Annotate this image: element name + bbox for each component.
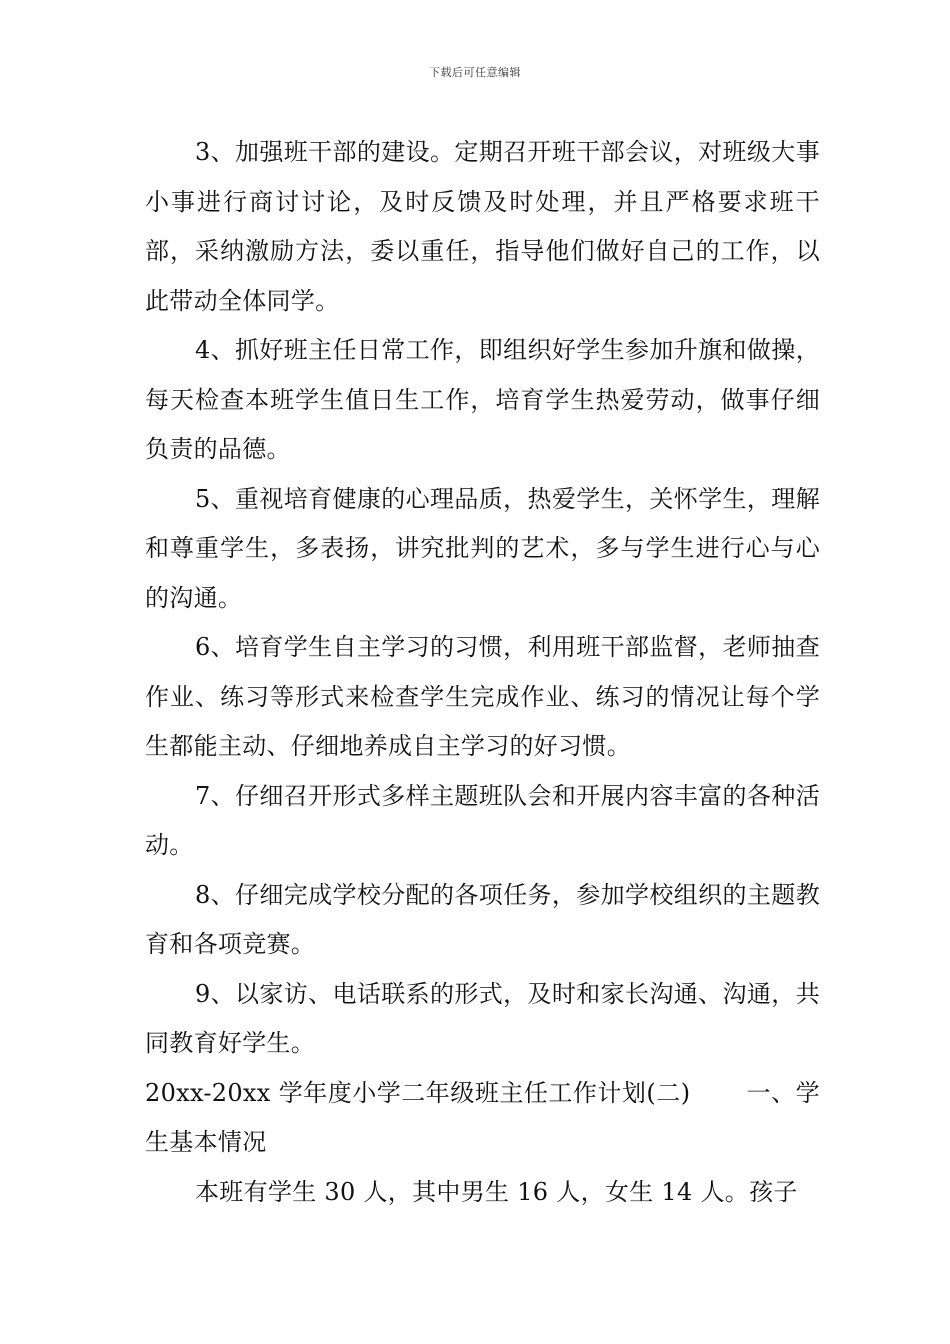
- paragraph-item-7: 7、仔细召开形式多样主题班队会和开展内容丰富的各种活动。: [145, 781, 820, 859]
- paragraph-student-info: 本班有学生 30 人，其中男生 16 人，女生 14 人。孩子: [195, 1177, 798, 1206]
- paragraph-item-6: 6、培育学生自主学习的习惯，利用班干部监督，老师抽查作业、练习等形式来检查学生完成作业、练习的情况让每个学生都能主动、仔细地养成自主学习的好习惯。: [145, 633, 820, 760]
- document-body: [145, 128, 820, 1217]
- paragraph-item-9: 9、以家访、电话联系的形式，及时和家长沟通、沟通，共同教育好学生。: [145, 979, 820, 1057]
- paragraph-item-8: 8、仔细完成学校分配的各项任务，参加学校组织的主题教育和各项竞赛。: [145, 880, 820, 958]
- section-title: 20xx-20xx 学年度小学二年级班主任工作计划(二): [145, 1078, 691, 1107]
- page-header: 下载后可任意编辑: [429, 66, 521, 79]
- paragraph-item-3: 3、加强班干部的建设。定期召开班干部会议，对班级大事小事进行商讨讨论，及时反馈及时处理，并且严格要求班干部，采纳激励方法，委以重任，指导他们做好自己的工作，以此带动全体同学。: [145, 138, 820, 315]
- section-subheading: 一、学生基本情况: [145, 1078, 820, 1156]
- section-heading: [145, 1069, 820, 1168]
- paragraph-item-4: 4、抓好班主任日常工作，即组织好学生参加升旗和做操，每天检查本班学生值日生工作，培育学生热爱劳动，做事仔细负责的品德。: [145, 336, 820, 463]
- paragraph-item-5: 5、重视培育健康的心理品质，热爱学生，关怀学生，理解和尊重学生，多表扬，讲究批判的艺术，多与学生进行心与心的沟通。: [145, 484, 820, 612]
